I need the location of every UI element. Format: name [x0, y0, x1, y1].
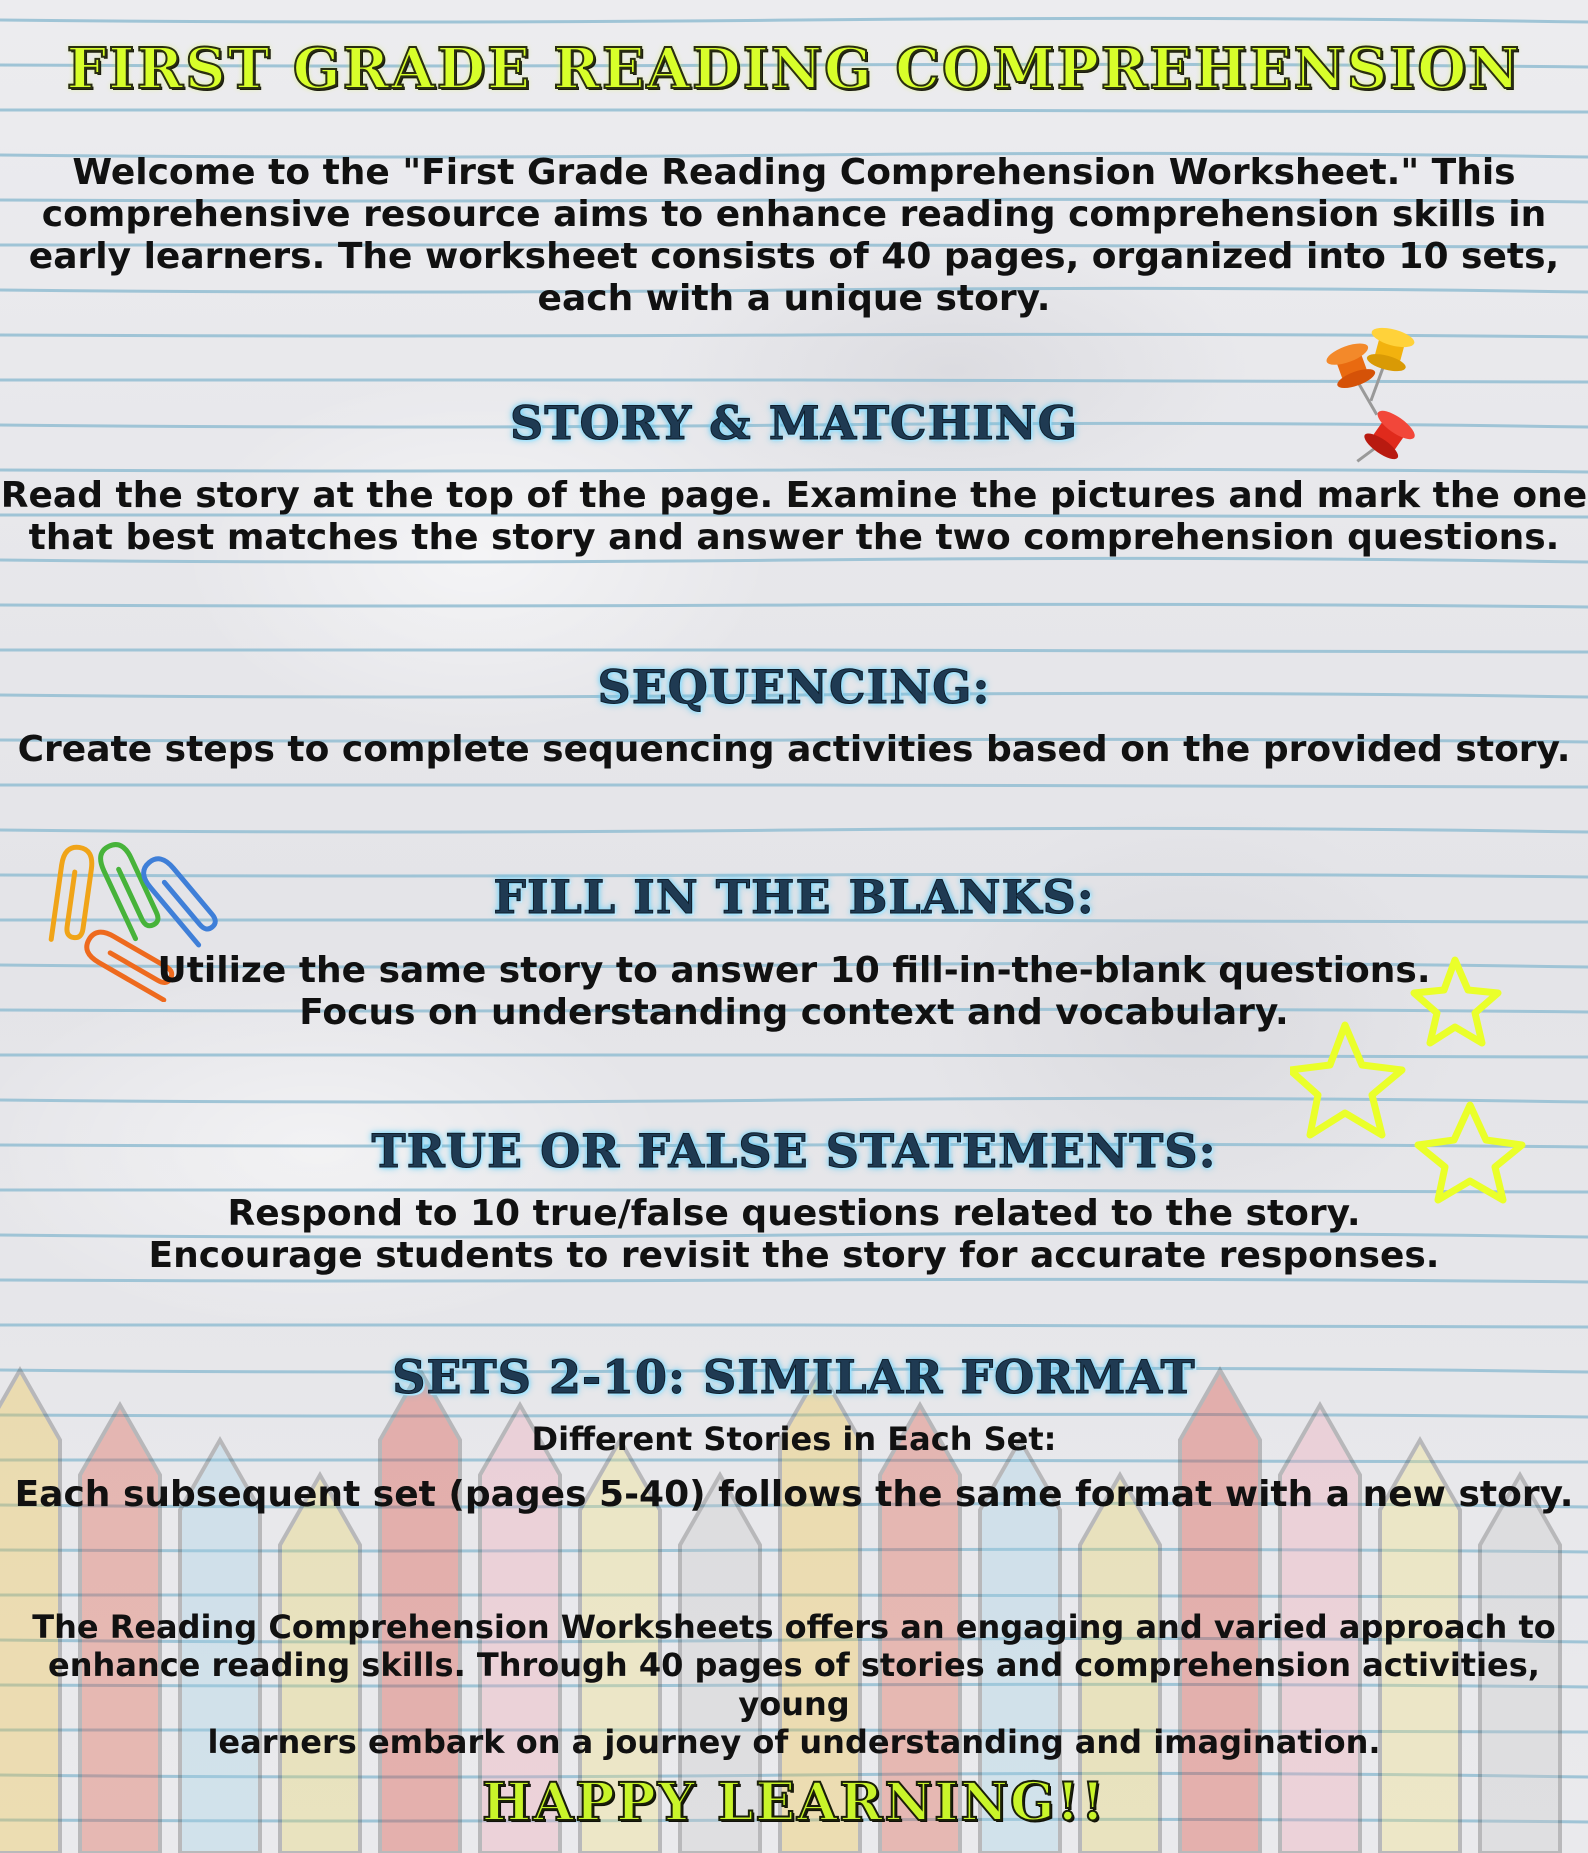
section-text-sets-2-10	[0, 1474, 1588, 1516]
section-heading-sets-2-10: SETS 2-10: SIMILAR FORMAT	[392, 1350, 1196, 1404]
rule-line	[0, 828, 1588, 832]
section-heading-sequencing: SEQUENCING:	[597, 660, 991, 714]
rule-line	[0, 110, 1588, 112]
conclusion-line: learners embark on a journey of understanding and imagination.	[207, 1723, 1381, 1762]
rule-line	[0, 18, 1588, 22]
section-heading-true-or-false: TRUE OR FALSE STATEMENTS:	[371, 1124, 1217, 1178]
conclusion-line: The Reading Comprehension Worksheets offers an engaging and varied approach to	[32, 1608, 1556, 1646]
section-line: Respond to 10 true/false questions related to the story.	[227, 1193, 1361, 1234]
intro-line: comprehensive resource aims to enhance reading comprehension skills in	[41, 194, 1547, 236]
section-heading-story-matching: STORY & MATCHING	[510, 396, 1078, 450]
section-heading-fill-in-the-blanks: FILL IN THE BLANKS:	[493, 870, 1095, 924]
section-line: Each subsequent set (pages 5-40) follows the same format with a new story.	[14, 1474, 1574, 1515]
page-title: FIRST GRADE READING COMPREHENSION	[66, 36, 1522, 102]
section-line: that best matches the story and answer the two comprehension questions.	[28, 517, 1560, 559]
conclusion-paragraph	[0, 1608, 1588, 1762]
intro-paragraph	[0, 152, 1588, 320]
section-text-true-or-false	[0, 1193, 1588, 1277]
section-line: Encourage students to revisit the story for accurate responses.	[148, 1235, 1440, 1277]
section-text-story-matching	[0, 475, 1588, 559]
closing-message: HAPPY LEARNING!!	[481, 1772, 1107, 1833]
intro-line: early learners. The worksheet consists of 40 pages, organized into 10 sets,	[28, 236, 1560, 278]
intro-line: Welcome to the "First Grade Reading Comprehension Worksheet." This	[72, 152, 1516, 193]
section-line: Read the story at the top of the page. Examine the pictures and mark the one	[0, 475, 1588, 516]
rule-line	[0, 469, 1588, 472]
section-line: Utilize the same story to answer 10 fill-in-the-blank questions.	[157, 950, 1431, 991]
section-line: Focus on understanding context and vocabulary.	[299, 992, 1289, 1034]
rule-line	[0, 650, 1588, 652]
section-line: Create steps to complete sequencing activities based on the provided story.	[17, 729, 1571, 770]
rule-line	[0, 785, 1588, 787]
section-subheading-sets-2-10: Different Stories in Each Set:	[531, 1420, 1057, 1458]
section-text-fill-in-the-blanks	[0, 950, 1588, 1034]
conclusion-line: enhance reading skills. Through 40 pages of stories and comprehension activities, young	[48, 1646, 1540, 1723]
section-text-sequencing	[0, 729, 1588, 771]
intro-line: each with a unique story.	[537, 278, 1051, 320]
rule-line	[0, 604, 1588, 607]
